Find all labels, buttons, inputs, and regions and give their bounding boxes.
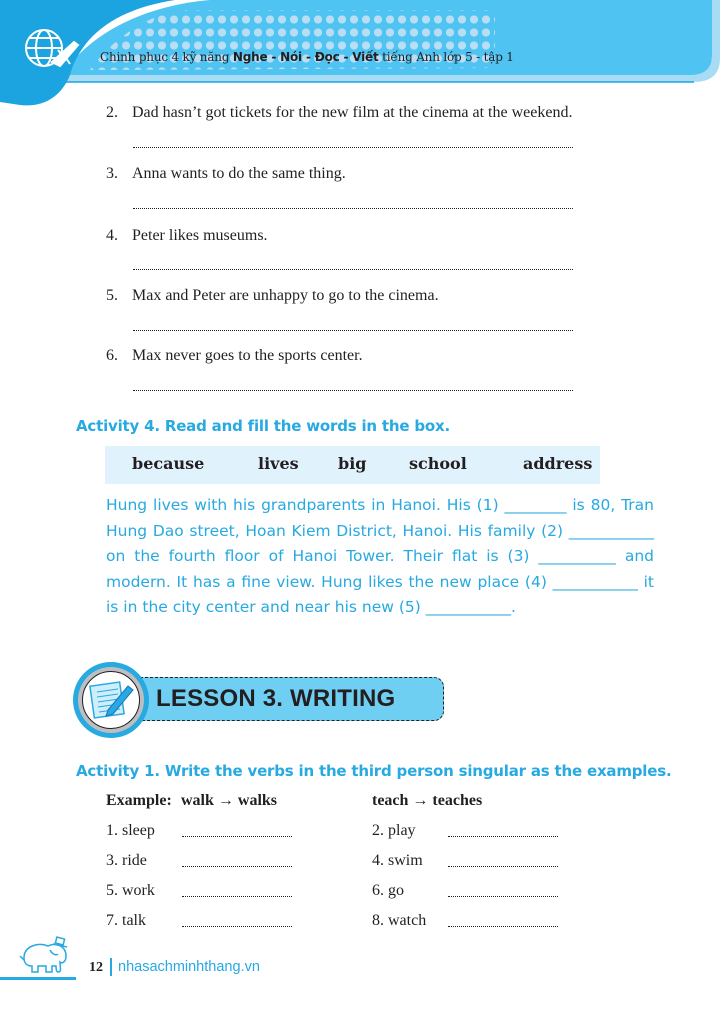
footer-separator bbox=[110, 958, 112, 976]
item-number: 4. bbox=[106, 227, 118, 244]
verb-answer-line[interactable] bbox=[448, 862, 558, 867]
header-title-skills: Nghe - Nói - Đọc - Viết bbox=[232, 50, 379, 64]
verb-item: 8. watch bbox=[372, 912, 427, 929]
answer-line[interactable] bbox=[133, 386, 573, 391]
example-label: Example: bbox=[106, 792, 172, 809]
paragraph-line: on the fourth floor of Hanoi Tower. Their flat is (3) __________ and bbox=[106, 547, 654, 565]
example-2: teach → teaches bbox=[372, 792, 483, 809]
verb-item: 5. work bbox=[106, 882, 155, 899]
exercise-item bbox=[106, 165, 346, 183]
exercise-item bbox=[106, 287, 439, 305]
item-number: 6. bbox=[106, 347, 118, 364]
item-number: 2. bbox=[106, 104, 118, 121]
answer-line[interactable] bbox=[133, 143, 573, 148]
publisher-website[interactable]: nhasachminhthang.vn bbox=[118, 959, 260, 975]
item-text: Max never goes to the sports center. bbox=[132, 347, 363, 364]
exercise-item bbox=[106, 227, 268, 245]
header-title bbox=[100, 50, 514, 64]
verb-item: 7. talk bbox=[106, 912, 146, 929]
verb-answer-line[interactable] bbox=[448, 922, 558, 927]
verb-item: 3. ride bbox=[106, 852, 147, 869]
activity-1-heading: Activity 1. Write the verbs in the third person singular as the examples. bbox=[76, 762, 672, 780]
verb-answer-line[interactable] bbox=[448, 832, 558, 837]
item-text: Dad hasn’t got tickets for the new film at the cinema at the weekend. bbox=[132, 104, 573, 121]
verb-item: 4. swim bbox=[372, 852, 423, 869]
paragraph-line: Hung lives with his grandparents in Hanoi. His (1) ________ is 80, Tran bbox=[106, 496, 654, 514]
verb-item: 6. go bbox=[372, 882, 404, 899]
word-box bbox=[105, 446, 600, 484]
word-option: because bbox=[132, 454, 205, 473]
example-1: walk → walks bbox=[181, 792, 278, 809]
footer-rule bbox=[0, 977, 76, 980]
paragraph-line: is in the city center and near his new (5) ___________. bbox=[106, 598, 516, 616]
answer-line[interactable] bbox=[133, 265, 573, 270]
answer-line[interactable] bbox=[133, 204, 573, 209]
paragraph-line: modern. It has a fine view. Hung likes the new place (4) ___________ it bbox=[106, 572, 654, 591]
word-option: address bbox=[523, 454, 593, 473]
answer-line[interactable] bbox=[133, 326, 573, 331]
lesson-title: LESSON 3. WRITING bbox=[156, 685, 396, 712]
verb-answer-line[interactable] bbox=[448, 892, 558, 897]
verb-answer-line[interactable] bbox=[182, 832, 292, 837]
verb-answer-line[interactable] bbox=[182, 862, 292, 867]
exercise-item bbox=[106, 347, 363, 365]
exercise-item bbox=[106, 104, 572, 122]
item-text: Max and Peter are unhappy to go to the cinema. bbox=[132, 287, 439, 304]
verb-item: 2. play bbox=[372, 822, 416, 839]
item-text: Anna wants to do the same thing. bbox=[132, 165, 346, 182]
word-option: school bbox=[409, 454, 467, 473]
elephant-icon bbox=[16, 936, 72, 976]
header-title-suffix: tiếng Anh lớp 5 - tập 1 bbox=[378, 50, 514, 64]
item-number: 5. bbox=[106, 287, 118, 304]
word-option: big bbox=[338, 454, 367, 473]
item-text: Peter likes museums. bbox=[132, 227, 268, 244]
verb-answer-line[interactable] bbox=[182, 892, 292, 897]
notebook-pencil-icon bbox=[88, 678, 136, 722]
item-number: 3. bbox=[106, 165, 118, 182]
page-number: 12 bbox=[89, 960, 103, 975]
verb-item: 1. sleep bbox=[106, 822, 155, 839]
header-title-prefix: Chinh phục 4 kỹ năng bbox=[100, 50, 233, 64]
activity-4-heading: Activity 4. Read and fill the words in the box. bbox=[76, 417, 450, 435]
reading-paragraph bbox=[106, 493, 654, 621]
verb-answer-line[interactable] bbox=[182, 922, 292, 927]
word-option: lives bbox=[258, 454, 299, 473]
paragraph-line: Hung Dao street, Hoan Kiem District, Hanoi. His family (2) ___________ bbox=[106, 521, 654, 540]
